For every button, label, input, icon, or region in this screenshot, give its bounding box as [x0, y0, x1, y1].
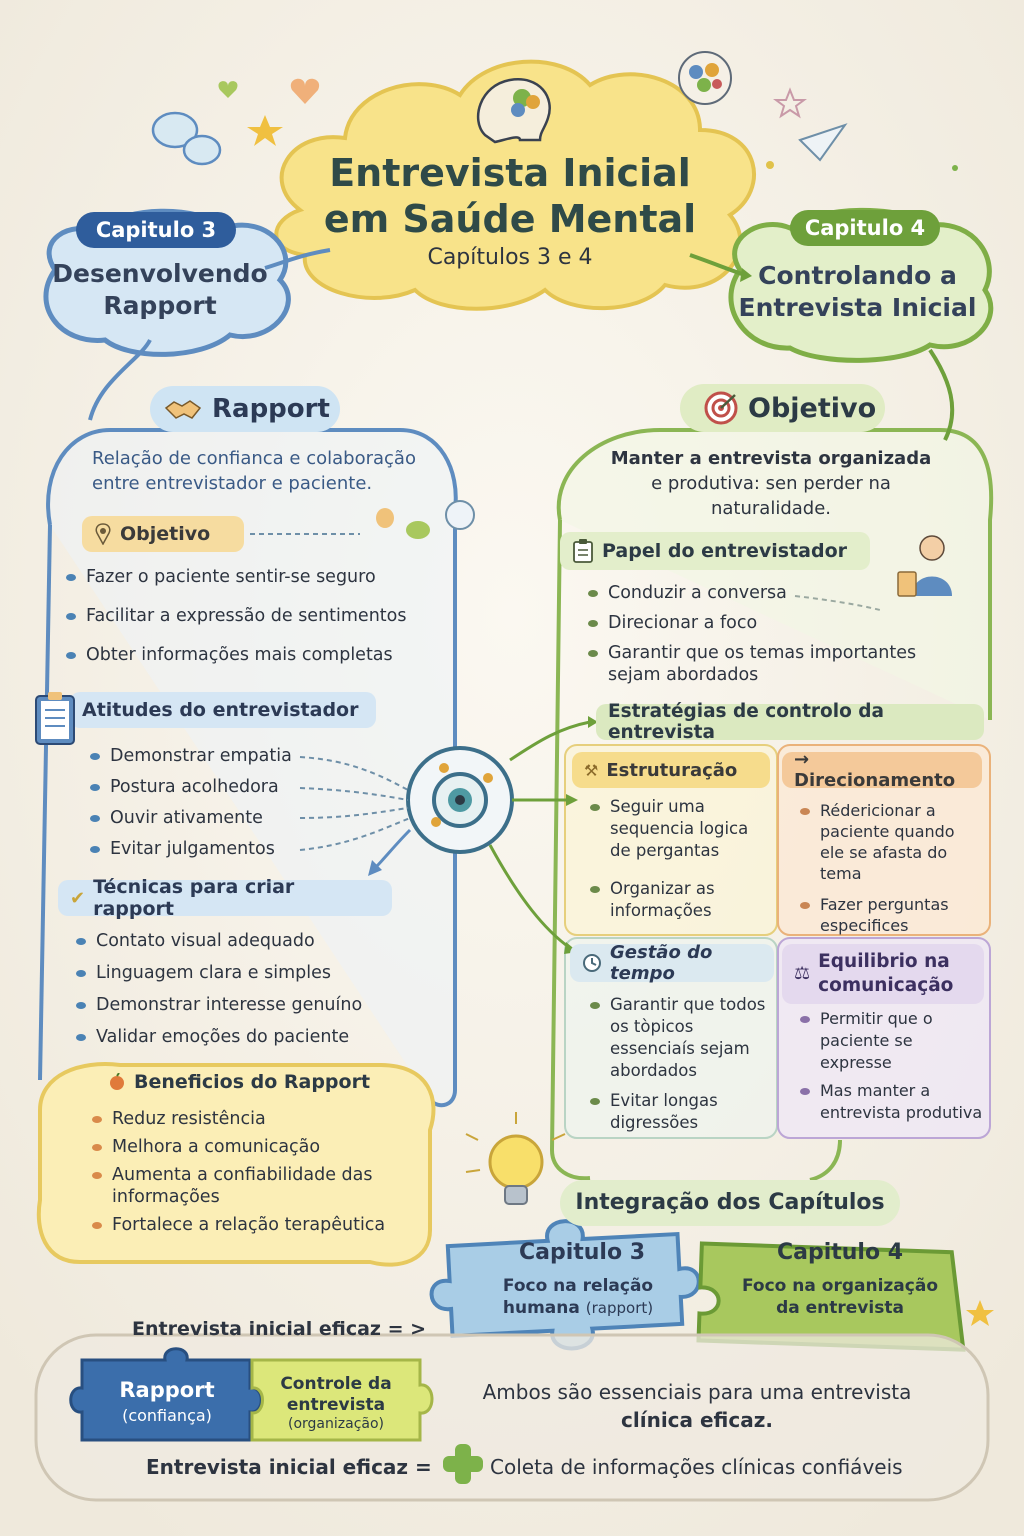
location-pin-icon — [94, 523, 112, 545]
equilibrio-heading — [782, 944, 984, 1004]
objetivo-right-definition — [596, 446, 946, 521]
puzzle-rapport-sub: (confiança) — [122, 1406, 212, 1425]
puzzle-chapter3-title: Capitulo 3 — [518, 1240, 646, 1265]
direcionamento-heading-label: → Direcionamento — [794, 749, 956, 791]
both-essential-text — [462, 1378, 932, 1434]
rapport-definition: Relação de confianca e colaboração entre entrevistador e paciente. — [92, 448, 416, 494]
puzzle-rapport-title: Rapport — [119, 1378, 215, 1402]
list-item: Melhora a comunicação — [90, 1136, 390, 1158]
gestao-list — [588, 994, 768, 1142]
list-item: Fazer o paciente sentir-se seguro — [64, 566, 444, 588]
list-item: Aumenta a confiabilidade das informações — [90, 1164, 390, 1208]
list-item: Obter informações mais completas — [64, 644, 444, 666]
list-item: Conduzir a conversa — [586, 582, 946, 604]
objetivo-definition-bold: Manter a entrevista organizada — [610, 448, 932, 469]
atitudes-list — [88, 745, 328, 869]
both-text: Ambos são essenciais para uma entrevista — [482, 1380, 912, 1404]
page-title: Entrevista Inicial em Saúde Mental — [323, 151, 697, 241]
beneficios-heading-label: Beneficios do Rapport — [134, 1071, 371, 1093]
beneficios-list — [90, 1108, 390, 1242]
page-subtitle: Capítulos 3 e 4 — [427, 245, 593, 270]
gestao-heading-label: Gestão do tempo — [610, 942, 713, 984]
estruturacao-heading — [572, 752, 770, 788]
list-item: Garantir que todos os tòpicos essenciaís sejam abordados — [588, 994, 768, 1082]
equation-line-2-left: Entrevista inicial eficaz = — [146, 1455, 432, 1479]
puzzle-chapter3-desc — [478, 1275, 678, 1319]
list-item: Validar emoções do paciente — [74, 1026, 404, 1048]
puzzle-chapter4-title: Capitulo 4 — [776, 1240, 904, 1265]
atitudes-heading — [70, 692, 376, 728]
list-item: Evitar longas digressões — [588, 1090, 768, 1134]
papel-heading-label: Papel do entrevistador — [602, 540, 848, 562]
both-bold: clínica eficaz. — [621, 1408, 773, 1432]
target-icon — [704, 391, 738, 425]
rapport-heading — [150, 386, 340, 432]
list-item: Mas manter a entrevista produtiva — [798, 1080, 984, 1124]
chapter3-heading: Desenvolvendo Rapport — [52, 259, 268, 320]
chapter3-pill: Capitulo 3 — [76, 212, 236, 248]
scale-icon: ⚖ — [794, 963, 811, 984]
atitudes-heading-label: Atitudes do entrevistador — [82, 699, 359, 721]
clock-icon — [582, 953, 602, 973]
list-item: Demonstrar interesse genuíno — [74, 994, 404, 1016]
equilibrio-heading-label: Equilibrio na comunicação — [818, 951, 954, 996]
objetivo-right-label: Objetivo — [748, 392, 877, 424]
list-item: Organizar as informações — [588, 878, 768, 922]
list-item: Contato visual adequado — [74, 930, 404, 952]
tecnicas-list — [74, 930, 404, 1058]
tecnicas-heading-label: Técnicas para criar rapport — [93, 876, 295, 920]
chapter4-pill: Capitulo 4 — [790, 210, 940, 246]
objetivo-definition-rest: e produtiva: sen perder na naturalidade. — [651, 473, 891, 519]
gestao-heading — [570, 944, 774, 982]
papel-heading — [560, 532, 870, 570]
papel-list — [586, 582, 946, 694]
estrategias-heading: Estratégias de controlo da entrevista — [596, 704, 984, 740]
list-item: Fortalece a relação terapêutica — [90, 1214, 390, 1236]
objetivo-left-heading — [82, 516, 244, 552]
list-item: Seguir uma sequencia logica de pergantas — [588, 796, 768, 862]
integration-heading: Integração dos Capítulos — [560, 1180, 900, 1226]
list-item: Postura acolhedora — [88, 776, 328, 798]
beneficios-heading — [96, 1064, 386, 1100]
list-item: Garantir que os temas importantes sejam abordados — [586, 642, 946, 686]
list-item: Fazer perguntas especifices — [798, 894, 978, 936]
estruturacao-list — [588, 796, 768, 938]
equation-line-2-right: Coleta de informações clínicas confiáveis — [490, 1455, 903, 1479]
list-item: Evitar julgamentos — [88, 838, 328, 860]
list-item: Demonstrar empatia — [88, 745, 328, 767]
objetivo-left-label: Objetivo — [120, 523, 211, 545]
estruturacao-heading-label: Estruturação — [606, 759, 738, 781]
puzzle-chapter3-desc-bold: Foco na relação humana — [502, 1276, 654, 1318]
list-item: Facilitar a expressão de sentimentos — [64, 605, 444, 627]
puzzle-controle-sub: (organização) — [288, 1416, 384, 1432]
objetivo-right-heading — [680, 384, 885, 432]
checkmark-icon: ✔ — [70, 887, 86, 909]
rapport-heading-label: Rapport — [212, 394, 330, 424]
tecnicas-heading — [58, 876, 392, 920]
direcionamento-heading — [782, 749, 982, 791]
chapter4-heading: Controlando a Entrevista Inicial — [738, 261, 977, 322]
list-item: Reduz resistência — [90, 1108, 390, 1130]
equation-line-1: Entrevista inicial eficaz = > — [132, 1318, 427, 1340]
objetivo-left-list — [64, 566, 444, 683]
direcionamento-list — [798, 800, 978, 946]
equilibrio-list — [798, 1008, 984, 1130]
list-item: Ouvir ativamente — [88, 807, 328, 829]
list-item: Permitir que o paciente se expresse — [798, 1008, 984, 1074]
tools-icon: ⚒ — [584, 760, 599, 780]
list-item: Rédericionar a paciente quando ele se afasta do tema — [798, 800, 978, 884]
puzzle-controle-title: Controle da entrevista — [280, 1374, 392, 1415]
apple-icon — [108, 1073, 126, 1091]
list-item: Direcionar a foco — [586, 612, 946, 634]
notebook-icon — [572, 538, 594, 564]
clipboard-icon — [34, 690, 76, 750]
puzzle-chapter3-desc-small: (rapport) — [585, 1299, 654, 1317]
puzzle-chapter4-desc: Foco na organização da entrevista — [742, 1276, 938, 1318]
list-item: Linguagem clara e simples — [74, 962, 404, 984]
handshake-icon — [164, 396, 202, 422]
